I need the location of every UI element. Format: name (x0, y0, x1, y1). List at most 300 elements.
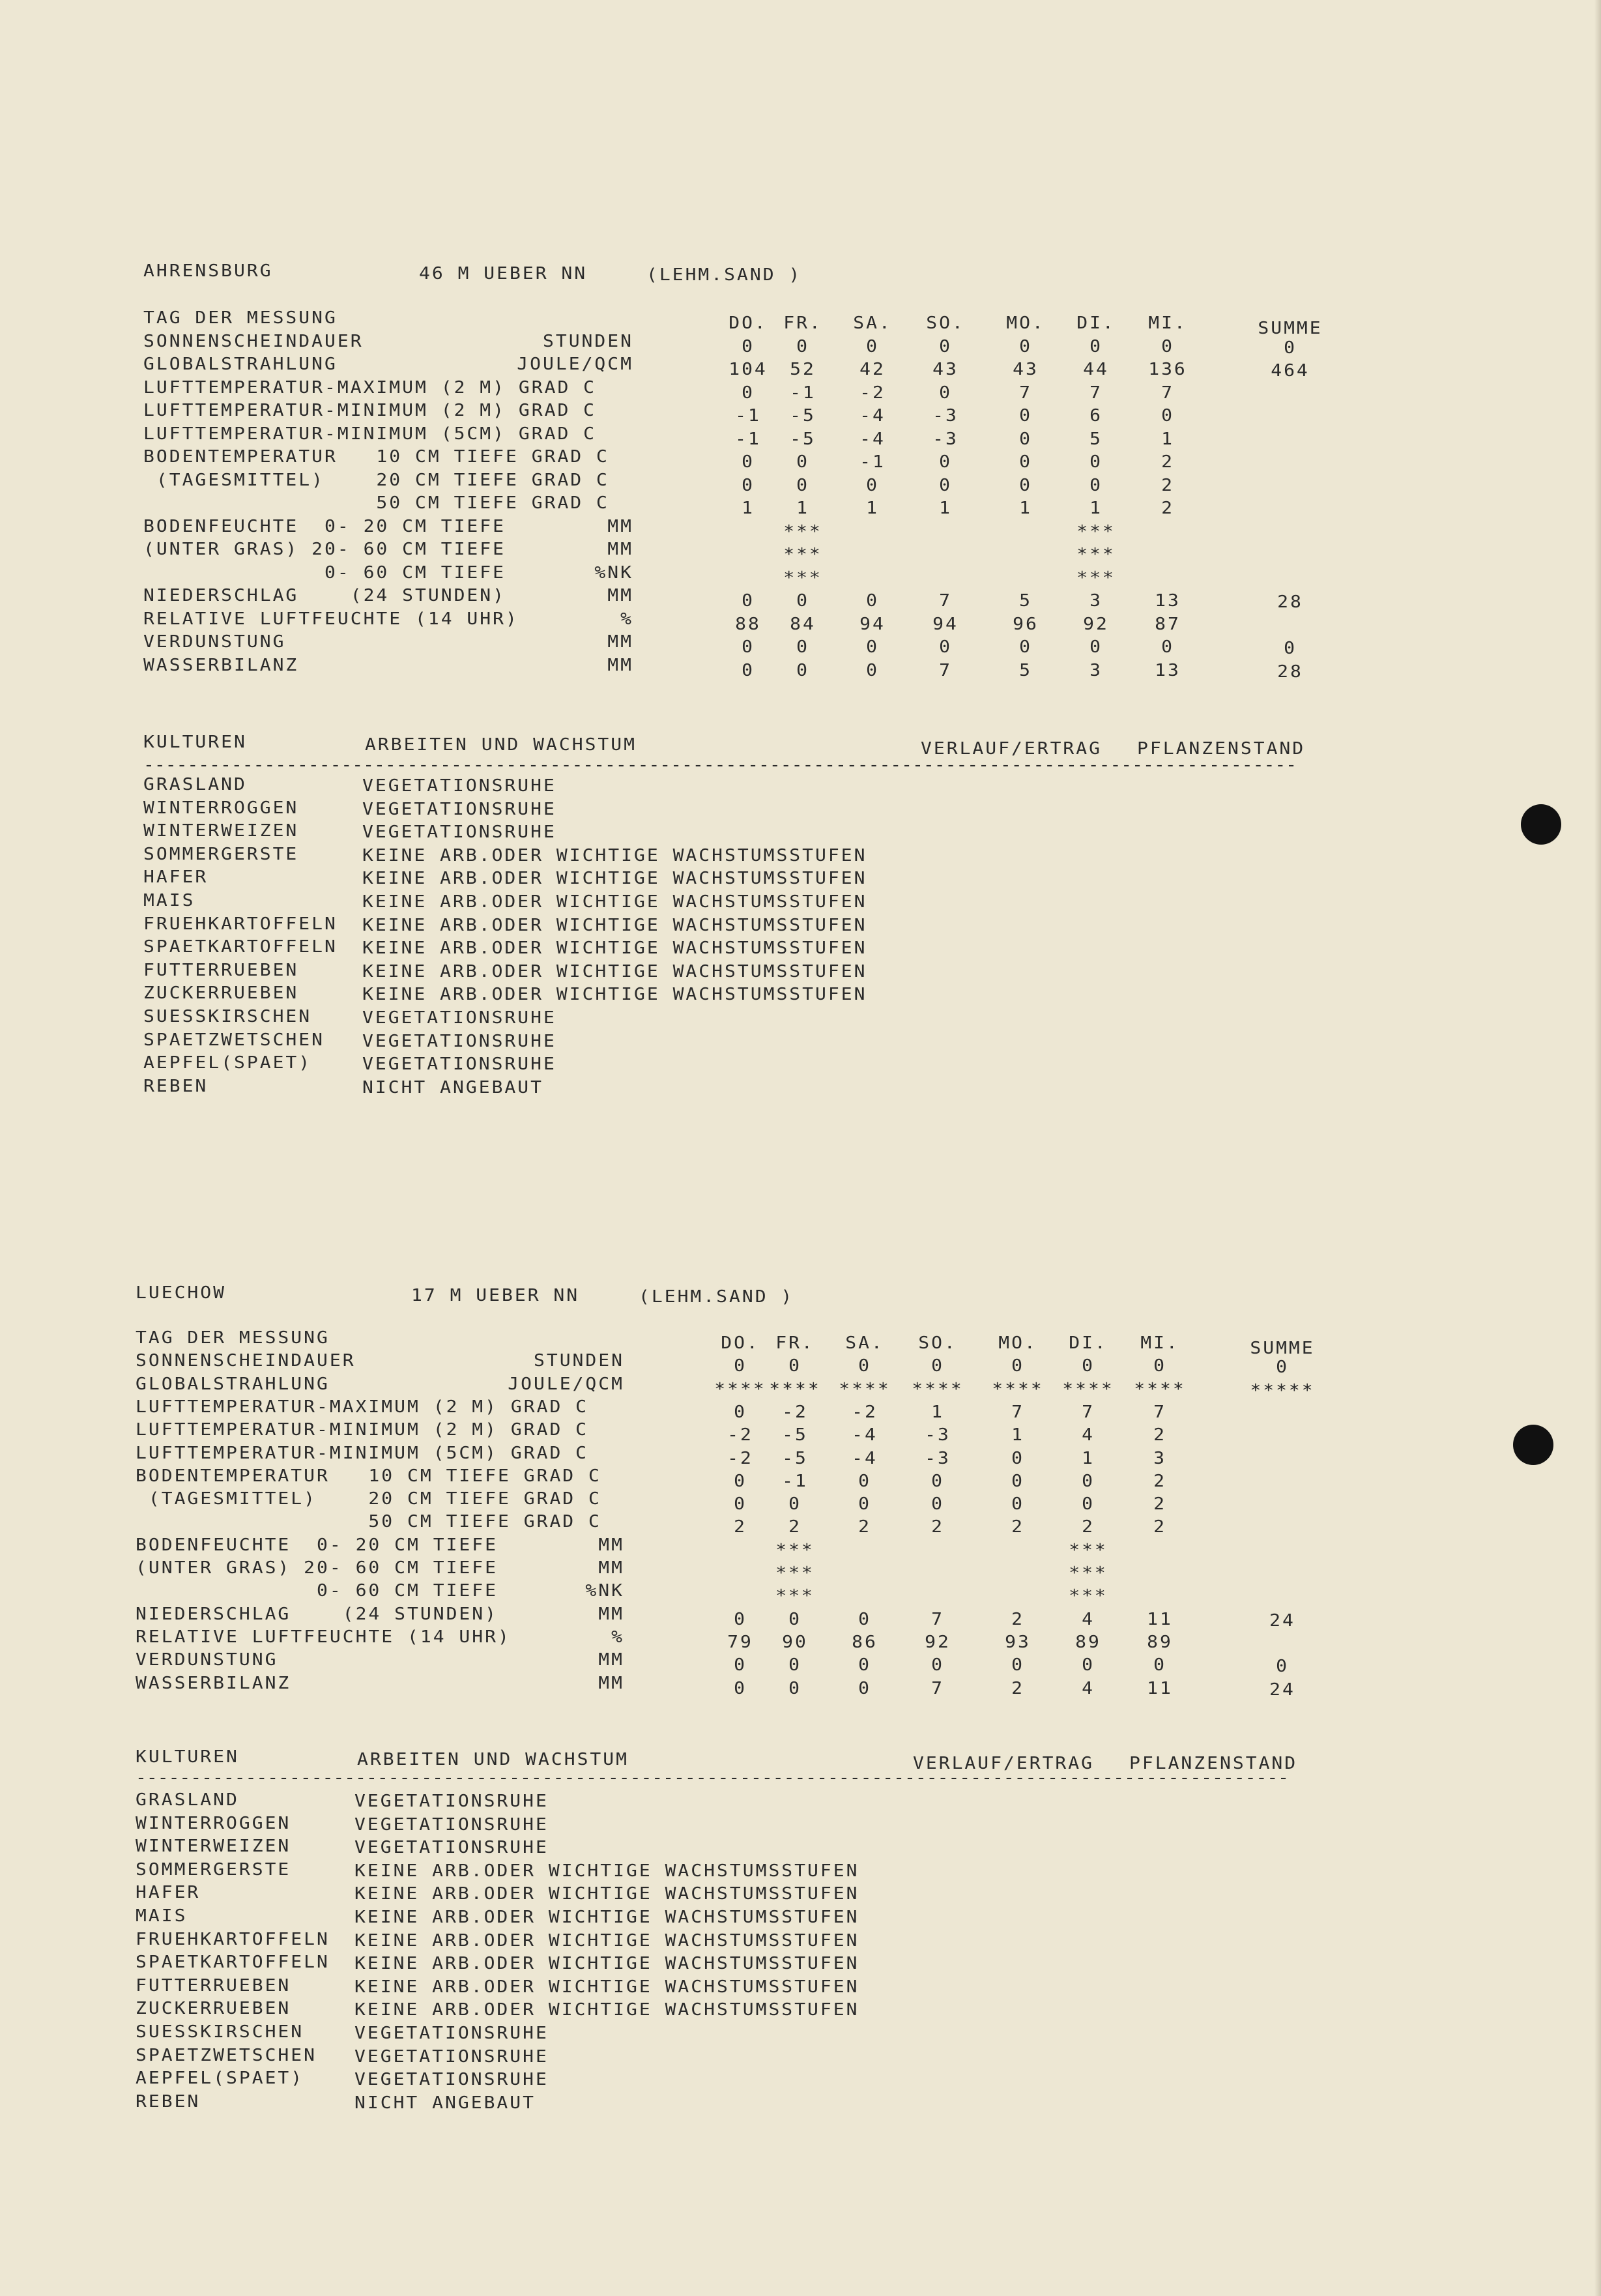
measurement-value: 0 (939, 336, 952, 356)
measurement-value: 0 (742, 382, 755, 402)
crop-name: AEPFEL(SPAET) (143, 1053, 312, 1073)
measurement-value: 11 (1147, 1608, 1173, 1629)
measurement-unit: MM (607, 516, 633, 536)
measurement-value: *** (1069, 1539, 1108, 1560)
measurement-value: 87 (1155, 613, 1181, 633)
measurement-unit: MM (598, 1534, 624, 1555)
measurement-label: TAG DER MESSUNG (143, 308, 338, 328)
day-header: MI. (1140, 1333, 1179, 1353)
measurement-value: 5 (1089, 428, 1103, 448)
measurement-value: 1 (742, 498, 755, 518)
measurement-value: *** (775, 1586, 815, 1606)
measurement-value: 94 (859, 613, 886, 633)
crop-status: KEINE ARB.ODER WICHTIGE WACHSTUMSSTUFEN (354, 1907, 859, 1927)
measurement-value: 0 (1082, 1655, 1095, 1675)
punch-hole-top (1521, 804, 1561, 845)
measurement-sum: 0 (1276, 1357, 1289, 1377)
measurement-value: 0 (796, 336, 809, 356)
measurement-value: 1 (1082, 1447, 1095, 1468)
measurement-unit: % (611, 1626, 624, 1647)
crop-name: REBEN (143, 1075, 209, 1096)
measurement-value: 7 (939, 660, 952, 680)
measurement-value: 0 (788, 1608, 801, 1629)
crop-status: KEINE ARB.ODER WICHTIGE WACHSTUMSSTUFEN (354, 1883, 859, 1904)
measurement-value: 52 (790, 359, 816, 379)
measurement-value: 7 (1153, 1401, 1166, 1422)
measurement-value: 7 (1019, 382, 1032, 402)
measurement-value: 0 (939, 637, 952, 657)
day-header: FR. (783, 313, 822, 333)
measurement-value: 0 (939, 452, 952, 472)
measurement-value: 1 (1011, 1425, 1024, 1445)
measurement-value: 94 (932, 613, 959, 633)
measurement-value: 1 (931, 1401, 944, 1422)
measurement-unit: %NK (594, 562, 633, 582)
measurement-value: *** (1069, 1586, 1108, 1606)
day-header: DO. (728, 313, 768, 333)
measurement-value: 2 (1011, 1517, 1024, 1537)
measurement-value: 2 (858, 1517, 871, 1537)
crop-status: KEINE ARB.ODER WICHTIGE WACHSTUMSSTUFEN (362, 892, 867, 912)
measurement-value: **** (1134, 1378, 1186, 1399)
measurement-label: GLOBALSTRAHLUNG (136, 1373, 330, 1393)
crop-status: KEINE ARB.ODER WICHTIGE WACHSTUMSSTUFEN (362, 845, 867, 865)
measurement-value: -2 (852, 1401, 878, 1422)
measurement-label: NIEDERSCHLAG (24 STUNDEN) (143, 585, 506, 605)
measurement-unit: MM (598, 1649, 624, 1670)
measurement-value: 79 (727, 1631, 753, 1652)
measurement-value: 0 (866, 660, 879, 680)
measurement-value: 0 (931, 1470, 944, 1491)
measurement-value: 3 (1153, 1447, 1166, 1468)
measurement-label: BODENTEMPERATUR 10 CM TIEFE GRAD C (136, 1465, 601, 1486)
measurement-label: WASSERBILANZ (136, 1672, 291, 1693)
station-name: AHRENSBURG (143, 261, 273, 281)
measurement-value: -3 (932, 428, 959, 448)
measurement-value: 0 (734, 1401, 747, 1422)
crop-name: SPAETKARTOFFELN (136, 1952, 330, 1972)
measurement-value: 0 (1019, 405, 1032, 426)
measurement-value: 42 (859, 359, 886, 379)
crop-name: FRUEHKARTOFFELN (143, 913, 338, 933)
measurement-value: **** (769, 1378, 821, 1399)
day-header: DI. (1069, 1333, 1108, 1353)
measurement-label: (UNTER GRAS) 20- 60 CM TIEFE (136, 1558, 498, 1578)
measurement-value: 7 (1082, 1401, 1095, 1422)
crop-name: MAIS (136, 1906, 188, 1926)
measurement-value: 93 (1005, 1631, 1031, 1652)
measurement-value: **** (1062, 1378, 1114, 1399)
measurement-value: 2 (1153, 1494, 1166, 1514)
measurement-value: 13 (1155, 660, 1181, 680)
punch-hole-bottom (1513, 1425, 1553, 1465)
measurement-value: 0 (1153, 1356, 1166, 1376)
crop-status: KEINE ARB.ODER WICHTIGE WACHSTUMSSTUFEN (362, 914, 867, 935)
crop-name: WINTERWEIZEN (136, 1836, 291, 1856)
measurement-value: 2 (931, 1517, 944, 1537)
measurement-sum: 0 (1276, 1656, 1289, 1676)
measurement-value: 2 (1153, 1517, 1166, 1537)
crop-name: FUTTERRUEBEN (143, 959, 299, 980)
measurement-label: LUFTTEMPERATUR-MINIMUM (5CM) GRAD C (136, 1442, 589, 1462)
measurement-value: 1 (939, 498, 952, 518)
measurement-unit: %NK (585, 1580, 624, 1601)
measurement-value: 13 (1155, 590, 1181, 611)
measurement-value: 1 (1089, 498, 1103, 518)
measurement-value: 0 (742, 474, 755, 495)
measurement-value: 44 (1083, 359, 1109, 379)
measurement-value: 0 (734, 1470, 747, 1491)
measurement-value: 86 (852, 1631, 878, 1652)
measurement-value: **** (714, 1378, 766, 1399)
crop-status: VEGETATIONSRUHE (354, 2069, 549, 2089)
crop-status: KEINE ARB.ODER WICHTIGE WACHSTUMSSTUFEN (362, 961, 867, 981)
day-header: SO. (926, 313, 965, 333)
crops-header-arbeiten: ARBEITEN UND WACHSTUM (357, 1749, 629, 1769)
measurement-value: *** (1069, 1563, 1108, 1583)
measurement-value: -2 (727, 1447, 753, 1468)
crop-status: VEGETATIONSRUHE (354, 1814, 549, 1834)
day-header: MI. (1148, 313, 1187, 333)
crops-header-verlauf: VERLAUF/ERTRAG (913, 1753, 1095, 1773)
crop-status: NICHT ANGEBAUT (362, 1077, 544, 1097)
crop-name: SPAETZWETSCHEN (136, 2044, 317, 2065)
crop-name: MAIS (143, 890, 195, 910)
measurement-value: 0 (1019, 474, 1032, 495)
measurement-value: -5 (782, 1425, 808, 1445)
measurement-value: 0 (742, 660, 755, 680)
measurement-value: 5 (1019, 660, 1032, 680)
measurement-value: 0 (1011, 1447, 1024, 1468)
measurement-value: 0 (1089, 637, 1103, 657)
measurement-unit: % (620, 608, 633, 628)
crops-separator: --------------------------------------------------------------------------------------------------------- (143, 755, 1297, 775)
measurement-label: (TAGESMITTEL) 20 CM TIEFE GRAD C (136, 1489, 601, 1509)
crop-status: VEGETATIONSRUHE (362, 776, 556, 796)
measurement-value: -1 (735, 428, 761, 448)
crop-status: NICHT ANGEBAUT (354, 2092, 536, 2113)
measurement-value: 7 (1011, 1401, 1024, 1422)
crop-status: KEINE ARB.ODER WICHTIGE WACHSTUMSSTUFEN (362, 938, 867, 958)
measurement-label: LUFTTEMPERATUR-MINIMUM (2 M) GRAD C (143, 400, 597, 420)
measurement-value: 0 (1161, 336, 1174, 356)
measurement-value: 2 (1161, 452, 1174, 472)
measurement-unit: MM (598, 1672, 624, 1693)
measurement-label: LUFTTEMPERATUR-MINIMUM (5CM) GRAD C (143, 423, 597, 443)
crop-name: ZUCKERRUEBEN (136, 1998, 291, 2018)
measurement-unit: STUNDEN (542, 330, 633, 351)
day-header: SA. (845, 1333, 884, 1353)
crop-name: FUTTERRUEBEN (136, 1975, 291, 1996)
crop-name: ZUCKERRUEBEN (143, 983, 299, 1003)
crop-status: VEGETATIONSRUHE (362, 1054, 556, 1074)
day-header: MO. (998, 1333, 1037, 1353)
measurement-value: *** (783, 521, 822, 541)
measurement-value: 104 (728, 359, 768, 379)
measurement-value: -1 (790, 382, 816, 402)
measurement-value: 0 (866, 637, 879, 657)
crop-status: KEINE ARB.ODER WICHTIGE WACHSTUMSSTUFEN (362, 984, 867, 1004)
measurement-sum: 24 (1269, 1610, 1295, 1630)
station-soil: (LEHM.SAND ) (646, 265, 802, 285)
measurement-unit: JOULE/QCM (517, 354, 633, 374)
day-header: SO. (918, 1333, 957, 1353)
measurement-value: 0 (931, 1494, 944, 1514)
measurement-value: -4 (859, 405, 886, 426)
measurement-value: 0 (796, 452, 809, 472)
measurement-value: 0 (742, 590, 755, 611)
measurement-value: 0 (1082, 1470, 1095, 1491)
measurement-label: VERDUNSTUNG (136, 1649, 278, 1670)
measurement-value: 3 (1089, 590, 1103, 611)
crops-header-pflanzenstand: PFLANZENSTAND (1129, 1753, 1298, 1773)
day-header: DO. (721, 1333, 760, 1353)
measurement-value: 0 (939, 382, 952, 402)
measurement-value: 0 (1082, 1356, 1095, 1376)
measurement-unit: MM (607, 585, 633, 605)
measurement-label: LUFTTEMPERATUR-MAXIMUM (2 M) GRAD C (136, 1396, 589, 1417)
measurement-value: 4 (1082, 1678, 1095, 1698)
measurement-value: 43 (932, 359, 959, 379)
measurement-value: 2 (1161, 474, 1174, 495)
measurement-value: 0 (1161, 637, 1174, 657)
measurement-value: 0 (858, 1494, 871, 1514)
measurement-value: -2 (782, 1401, 808, 1422)
measurement-value: -1 (782, 1470, 808, 1491)
crop-status: KEINE ARB.ODER WICHTIGE WACHSTUMSSTUFEN (354, 1860, 859, 1881)
crop-status: KEINE ARB.ODER WICHTIGE WACHSTUMSSTUFEN (354, 1930, 859, 1950)
measurement-label: 50 CM TIEFE GRAD C (136, 1511, 601, 1532)
crop-status: VEGETATIONSRUHE (362, 798, 556, 819)
measurement-label: SONNENSCHEINDAUER (143, 330, 364, 351)
station-soil: (LEHM.SAND ) (639, 1286, 794, 1307)
measurement-value: 0 (734, 1356, 747, 1376)
crop-name: SPAETKARTOFFELN (143, 937, 338, 957)
crop-name: HAFER (136, 1882, 201, 1902)
measurement-label: 0- 60 CM TIEFE (143, 562, 506, 582)
measurement-unit: MM (607, 632, 633, 652)
crop-status: VEGETATIONSRUHE (362, 822, 556, 842)
measurement-value: *** (775, 1563, 815, 1583)
measurement-value: 0 (1019, 637, 1032, 657)
measurement-value: 2 (1011, 1678, 1024, 1698)
crops-header-kulturen: KULTUREN (143, 732, 247, 752)
measurement-value: -4 (852, 1447, 878, 1468)
measurement-value: 0 (931, 1655, 944, 1675)
measurement-value: 2 (1161, 498, 1174, 518)
measurement-label: RELATIVE LUFTFEUCHTE (14 UHR) (143, 608, 519, 628)
measurement-value: 0 (1019, 336, 1032, 356)
measurement-value: -1 (859, 452, 886, 472)
summe-header: SUMME (1258, 318, 1323, 338)
measurement-value: 11 (1147, 1678, 1173, 1698)
measurement-value: 3 (1089, 660, 1103, 680)
measurement-value: -5 (790, 428, 816, 448)
measurement-value: 0 (1019, 428, 1032, 448)
measurement-value: 0 (796, 637, 809, 657)
measurement-value: 0 (1011, 1356, 1024, 1376)
measurement-value: 0 (1089, 336, 1103, 356)
measurement-value: 0 (858, 1470, 871, 1491)
measurement-value: 2 (1011, 1608, 1024, 1629)
measurement-unit: JOULE/QCM (508, 1373, 624, 1393)
measurement-value: 7 (939, 590, 952, 611)
measurement-value: 0 (858, 1356, 871, 1376)
measurement-value: 0 (858, 1655, 871, 1675)
measurement-value: 0 (866, 474, 879, 495)
measurement-value: -2 (727, 1425, 753, 1445)
measurement-value: 0 (1011, 1655, 1024, 1675)
crop-name: SPAETZWETSCHEN (143, 1029, 325, 1049)
measurement-value: 1 (796, 498, 809, 518)
measurement-value: *** (1076, 544, 1116, 564)
crop-name: WINTERROGGEN (136, 1812, 291, 1833)
day-header: MO. (1006, 313, 1045, 333)
measurement-value: 7 (931, 1678, 944, 1698)
measurement-value: 4 (1082, 1425, 1095, 1445)
crop-name: WINTERWEIZEN (143, 821, 299, 841)
measurement-value: 43 (1013, 359, 1039, 379)
measurement-sum: 0 (1284, 638, 1297, 658)
measurement-value: 136 (1148, 359, 1187, 379)
measurement-value: 0 (931, 1356, 944, 1376)
measurement-value: 0 (742, 336, 755, 356)
crop-status: VEGETATIONSRUHE (362, 1008, 556, 1028)
measurement-label: NIEDERSCHLAG (24 STUNDEN) (136, 1603, 498, 1623)
crop-status: KEINE ARB.ODER WICHTIGE WACHSTUMSSTUFEN (362, 868, 867, 888)
crop-name: SOMMERGERSTE (136, 1859, 291, 1880)
measurement-unit: STUNDEN (533, 1350, 624, 1371)
crops-separator: --------------------------------------------------------------------------------------------------------- (136, 1767, 1290, 1788)
day-header: FR. (775, 1333, 815, 1353)
measurement-value: 0 (788, 1494, 801, 1514)
crop-name: WINTERROGGEN (143, 797, 299, 817)
measurement-value: 0 (1011, 1470, 1024, 1491)
measurement-value: 96 (1013, 613, 1039, 633)
crop-name: SUESSKIRSCHEN (143, 1006, 312, 1026)
measurement-value: 0 (1019, 452, 1032, 472)
measurement-value: -4 (852, 1425, 878, 1445)
crop-name: SUESSKIRSCHEN (136, 2022, 304, 2042)
measurement-value: 0 (1082, 1494, 1095, 1514)
station-elevation: 46 M UEBER NN (419, 263, 588, 283)
measurement-value: *** (1076, 521, 1116, 541)
measurement-value: 2 (1153, 1425, 1166, 1445)
day-header: DI. (1076, 313, 1116, 333)
measurement-label: GLOBALSTRAHLUNG (143, 354, 338, 374)
measurement-value: *** (783, 567, 822, 587)
measurement-sum: 24 (1269, 1679, 1295, 1699)
crop-status: VEGETATIONSRUHE (354, 1837, 549, 1857)
measurement-value: 0 (939, 474, 952, 495)
measurement-label: (UNTER GRAS) 20- 60 CM TIEFE (143, 539, 506, 559)
measurement-unit: MM (598, 1603, 624, 1623)
measurement-label: LUFTTEMPERATUR-MINIMUM (2 M) GRAD C (136, 1419, 589, 1440)
measurement-sum: 28 (1277, 661, 1303, 681)
measurement-value: 2 (1082, 1517, 1095, 1537)
measurement-value: -1 (735, 405, 761, 426)
measurement-value: 0 (734, 1494, 747, 1514)
measurement-label: RELATIVE LUFTFEUCHTE (14 UHR) (136, 1626, 511, 1647)
measurement-value: **** (912, 1378, 964, 1399)
measurement-sum: 28 (1277, 592, 1303, 612)
measurement-value: 0 (796, 474, 809, 495)
measurement-label: LUFTTEMPERATUR-MAXIMUM (2 M) GRAD C (143, 377, 597, 397)
measurement-value: *** (1076, 567, 1116, 587)
crop-status: KEINE ARB.ODER WICHTIGE WACHSTUMSSTUFEN (354, 1999, 859, 2020)
measurement-label: WASSERBILANZ (143, 654, 299, 675)
measurement-value: 7 (1089, 382, 1103, 402)
measurement-value: -4 (859, 428, 886, 448)
crop-name: SOMMERGERSTE (143, 843, 299, 864)
measurement-value: 92 (1083, 613, 1109, 633)
crop-status: KEINE ARB.ODER WICHTIGE WACHSTUMSSTUFEN (354, 1976, 859, 1997)
measurement-value: 0 (734, 1678, 747, 1698)
measurement-value: 0 (742, 637, 755, 657)
measurement-value: 0 (858, 1678, 871, 1698)
measurement-value: 1 (1019, 498, 1032, 518)
measurement-value: 88 (735, 613, 761, 633)
measurement-label: (TAGESMITTEL) 20 CM TIEFE GRAD C (143, 469, 609, 489)
measurement-value: 0 (734, 1608, 747, 1629)
crop-name: GRASLAND (143, 774, 247, 794)
measurement-label: VERDUNSTUNG (143, 632, 286, 652)
measurement-value: 2 (1153, 1470, 1166, 1491)
measurement-value: 0 (788, 1655, 801, 1675)
measurement-value: 1 (1161, 428, 1174, 448)
measurement-value: 1 (866, 498, 879, 518)
measurement-value: 89 (1147, 1631, 1173, 1652)
crops-header-kulturen: KULTUREN (136, 1747, 239, 1767)
measurement-value: 0 (1089, 474, 1103, 495)
measurement-value: 0 (858, 1608, 871, 1629)
measurement-unit: MM (607, 539, 633, 559)
crop-name: FRUEHKARTOFFELN (136, 1928, 330, 1949)
measurement-label: BODENTEMPERATUR 10 CM TIEFE GRAD C (143, 446, 609, 467)
crop-name: HAFER (143, 867, 209, 887)
measurement-value: 0 (866, 336, 879, 356)
measurement-value: 2 (788, 1517, 801, 1537)
measurement-label: BODENFEUCHTE 0- 20 CM TIEFE (143, 516, 506, 536)
measurement-unit: MM (598, 1558, 624, 1578)
crop-status: VEGETATIONSRUHE (354, 2046, 549, 2066)
measurement-value: 0 (1089, 452, 1103, 472)
crop-status: KEINE ARB.ODER WICHTIGE WACHSTUMSSTUFEN (354, 1953, 859, 1973)
measurement-value: *** (783, 544, 822, 564)
crops-header-verlauf: VERLAUF/ERTRAG (921, 738, 1103, 759)
day-header: SA. (853, 313, 892, 333)
crop-status: VEGETATIONSRUHE (354, 2023, 549, 2043)
measurement-value: **** (839, 1378, 891, 1399)
measurement-value: 7 (1161, 382, 1174, 402)
crop-status: VEGETATIONSRUHE (362, 1030, 556, 1051)
measurement-value: 0 (788, 1356, 801, 1376)
measurement-label: SONNENSCHEINDAUER (136, 1350, 356, 1371)
measurement-value: 92 (925, 1631, 951, 1652)
measurement-value: 5 (1019, 590, 1032, 611)
measurement-value: 0 (734, 1655, 747, 1675)
crop-name: REBEN (136, 2091, 201, 2112)
crops-header-arbeiten: ARBEITEN UND WACHSTUM (365, 734, 637, 755)
measurement-value: 0 (1153, 1655, 1166, 1675)
measurement-value: 6 (1089, 405, 1103, 426)
crop-name: AEPFEL(SPAET) (136, 2068, 304, 2088)
measurement-value: 4 (1082, 1608, 1095, 1629)
measurement-value: *** (775, 1539, 815, 1560)
measurement-label: 50 CM TIEFE GRAD C (143, 493, 609, 513)
summe-header: SUMME (1250, 1338, 1315, 1358)
measurement-sum: 464 (1271, 360, 1310, 381)
